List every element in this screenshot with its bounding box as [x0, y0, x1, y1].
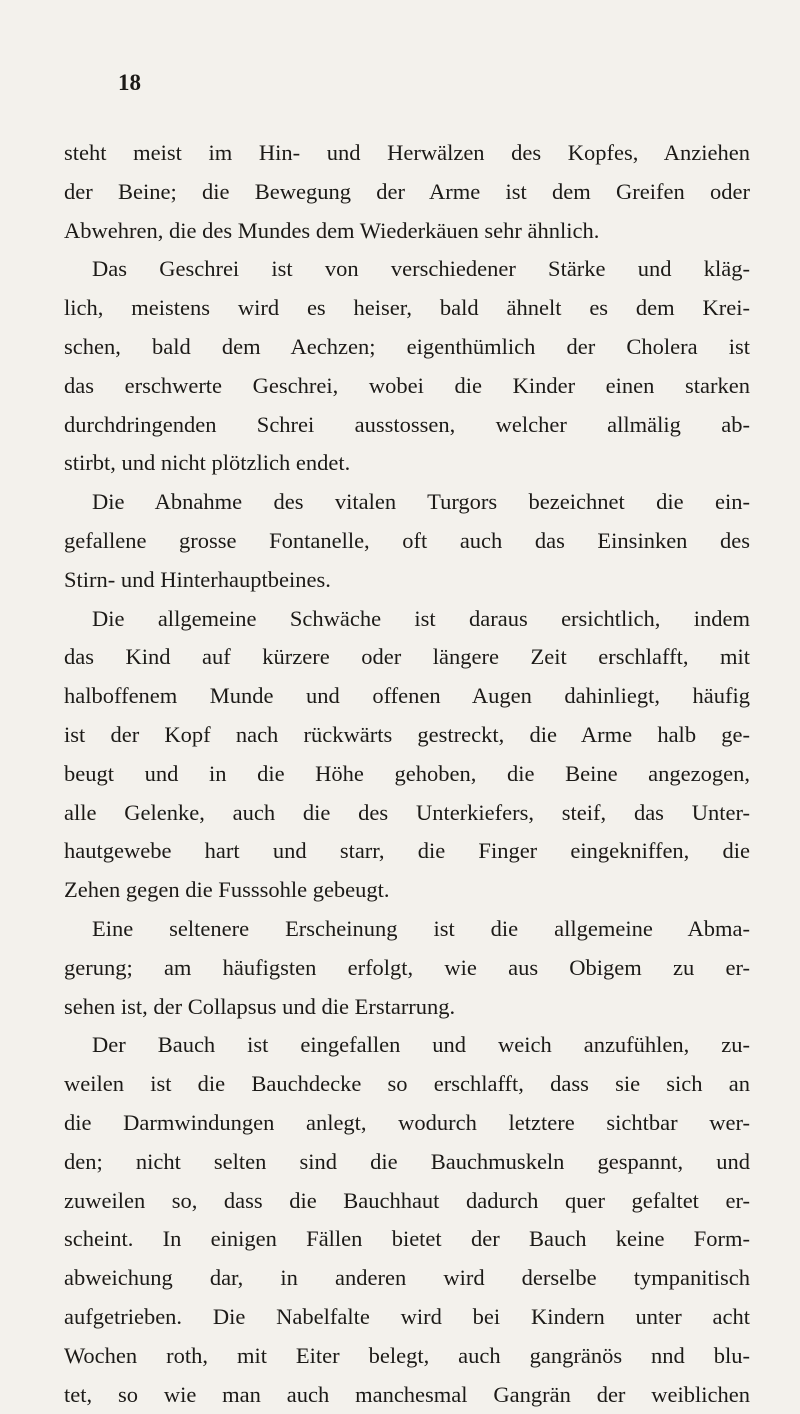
text-line: Wochen roth, mit Eiter belegt, auch gangränös nnd blu-: [64, 1337, 750, 1376]
text-line: scheint. In einigen Fällen bietet der Bauch keine Form-: [64, 1220, 750, 1259]
text-line: das erschwerte Geschrei, wobei die Kinder einen starken: [64, 367, 750, 406]
page-number: 18: [118, 70, 141, 96]
text-line: Zehen gegen die Fusssohle gebeugt.: [64, 871, 750, 910]
text-line: Eine seltenere Erscheinung ist die allgemeine Abma-: [64, 910, 750, 949]
text-line: sehen ist, der Collapsus und die Erstarrung.: [64, 988, 750, 1027]
text-line: weilen ist die Bauchdecke so erschlafft, dass sie sich an: [64, 1065, 750, 1104]
text-line: der Beine; die Bewegung der Arme ist dem Greifen oder: [64, 173, 750, 212]
text-line: halboffenem Munde und offenen Augen dahinliegt, häufig: [64, 677, 750, 716]
text-line: alle Gelenke, auch die des Unterkiefers, steif, das Unter-: [64, 794, 750, 833]
text-line: abweichung dar, in anderen wird derselbe tympanitisch: [64, 1259, 750, 1298]
text-line: durchdringenden Schrei ausstossen, welcher allmälig ab-: [64, 406, 750, 445]
body-text: [64, 134, 750, 1414]
text-line: zuweilen so, dass die Bauchhaut dadurch quer gefaltet er-: [64, 1182, 750, 1221]
text-line: Abwehren, die des Mundes dem Wiederkäuen sehr ähnlich.: [64, 212, 750, 251]
text-line: stirbt, und nicht plötzlich endet.: [64, 444, 750, 483]
text-line: Die allgemeine Schwäche ist daraus ersichtlich, indem: [64, 600, 750, 639]
text-line: tet, so wie man auch manchesmal Gangrän der weiblichen: [64, 1376, 750, 1414]
text-line: gerung; am häufigsten erfolgt, wie aus Obigem zu er-: [64, 949, 750, 988]
text-line: steht meist im Hin- und Herwälzen des Kopfes, Anziehen: [64, 134, 750, 173]
text-line: aufgetrieben. Die Nabelfalte wird bei Kindern unter acht: [64, 1298, 750, 1337]
text-line: beugt und in die Höhe gehoben, die Beine angezogen,: [64, 755, 750, 794]
text-line: Das Geschrei ist von verschiedener Stärke und kläg-: [64, 250, 750, 289]
text-line: das Kind auf kürzere oder längere Zeit erschlafft, mit: [64, 638, 750, 677]
text-line: gefallene grosse Fontanelle, oft auch das Einsinken des: [64, 522, 750, 561]
text-line: Der Bauch ist eingefallen und weich anzufühlen, zu-: [64, 1026, 750, 1065]
text-line: schen, bald dem Aechzen; eigenthümlich der Cholera ist: [64, 328, 750, 367]
text-line: den; nicht selten sind die Bauchmuskeln gespannt, und: [64, 1143, 750, 1182]
text-line: Stirn- und Hinterhauptbeines.: [64, 561, 750, 600]
text-line: Die Abnahme des vitalen Turgors bezeichnet die ein-: [64, 483, 750, 522]
text-line: lich, meistens wird es heiser, bald ähnelt es dem Krei-: [64, 289, 750, 328]
text-line: hautgewebe hart und starr, die Finger eingekniffen, die: [64, 832, 750, 871]
text-line: ist der Kopf nach rückwärts gestreckt, die Arme halb ge-: [64, 716, 750, 755]
text-line: die Darmwindungen anlegt, wodurch letztere sichtbar wer-: [64, 1104, 750, 1143]
